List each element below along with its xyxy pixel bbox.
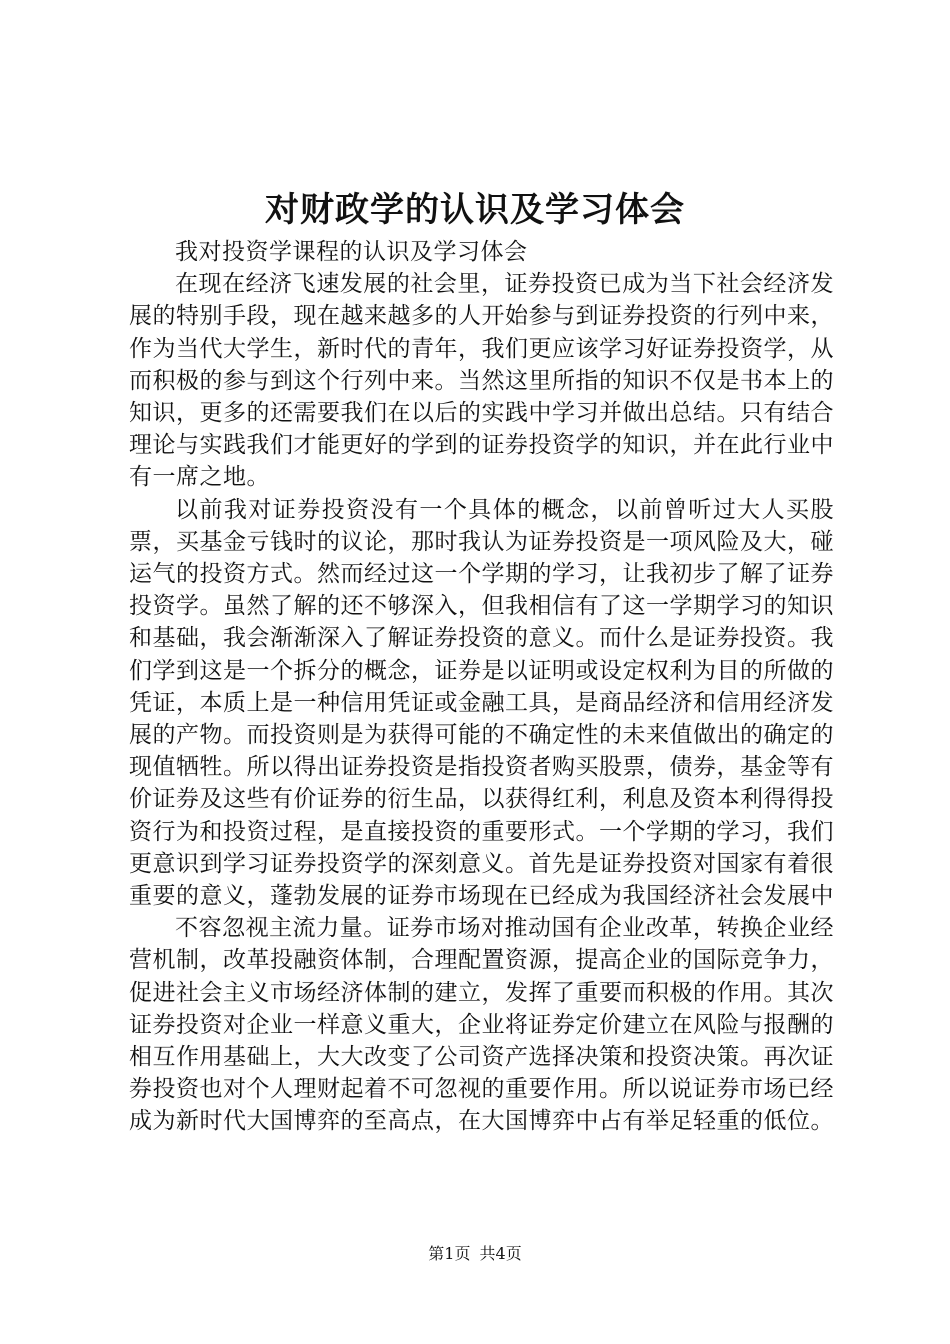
page-title: 对财政学的认识及学习体会 — [265, 190, 685, 230]
page-number-footer: 第1页 共4页 — [428, 1244, 522, 1263]
body-paragraph-2: 以前我对证券投资没有一个具体的概念，以前曾听过大人买股票，买基金亏钱时的议论，那时我认为证券投资是一项风险及大，碰运气的投资方式。然而经过这一个学期的学习，让我初步了解了证券投资学。虽然了解的还不够深入，但我相信有了这一学期学习的知识和基础，我会渐渐深入了解证券投资的意义。而什么是证券投资。我们学到这是一个拆分的概念，证券是以证明或设定权利为目的所做的凭证，本质上是一种信用凭证或金融工具，是商品经济和信用经济发展的产物。而投资则是为获得可能的不确定性的未来值做出的确定的现值牺牲。所以得出证券投资是指投资者购买股票，债券，基金等有价证券及这些有价证券的衍生品，以获得红利，利息及资本利得得投资行为和投资过程，是直接投资的重要形式。一个学期的学习，我们更意识到学习证券投资学的深刻意义。首先是证券投资对国家有着很重要的意义，蓬勃发展的证券市场现在已经成为我国经济社会发展中 — [129, 496, 834, 910]
body-paragraph-1: 在现在经济飞速发展的社会里，证券投资已成为当下社会经济发展的特别手段，现在越来越多的人开始参与到证券投资的行列中来，作为当代大学生，新时代的青年，我们更应该学习好证券投资学，从而积极的参与到这个行列中来。当然这里所指的知识不仅是书本上的知识，更多的还需要我们在以后的实践中学习并做出总结。只有结合理论与实践我们才能更好的学到的证券投资学的知识，并在此行业中有一席之地。 — [129, 271, 834, 491]
subtitle-paragraph: 我对投资学课程的认识及学习体会 — [175, 239, 528, 265]
body-paragraph-3: 不容忽视主流力量。证券市场对推动国有企业改革，转换企业经营机制，改革投融资体制，合理配置资源，提高企业的国际竞争力，促进社会主义市场经济体制的建立，发挥了重要而积极的作用。其次证券投资对企业一样意义重大，企业将证券定价建立在风险与报酬的相互作用基础上，大大改变了公司资产选择决策和投资决策。再次证券投资也对个人理财起着不可忽视的重要作用。所以说证券市场已经成为新时代大国博弈的至高点，在大国博弈中占有举足轻重的低位。 — [129, 915, 834, 1135]
document-body — [129, 236, 834, 1138]
